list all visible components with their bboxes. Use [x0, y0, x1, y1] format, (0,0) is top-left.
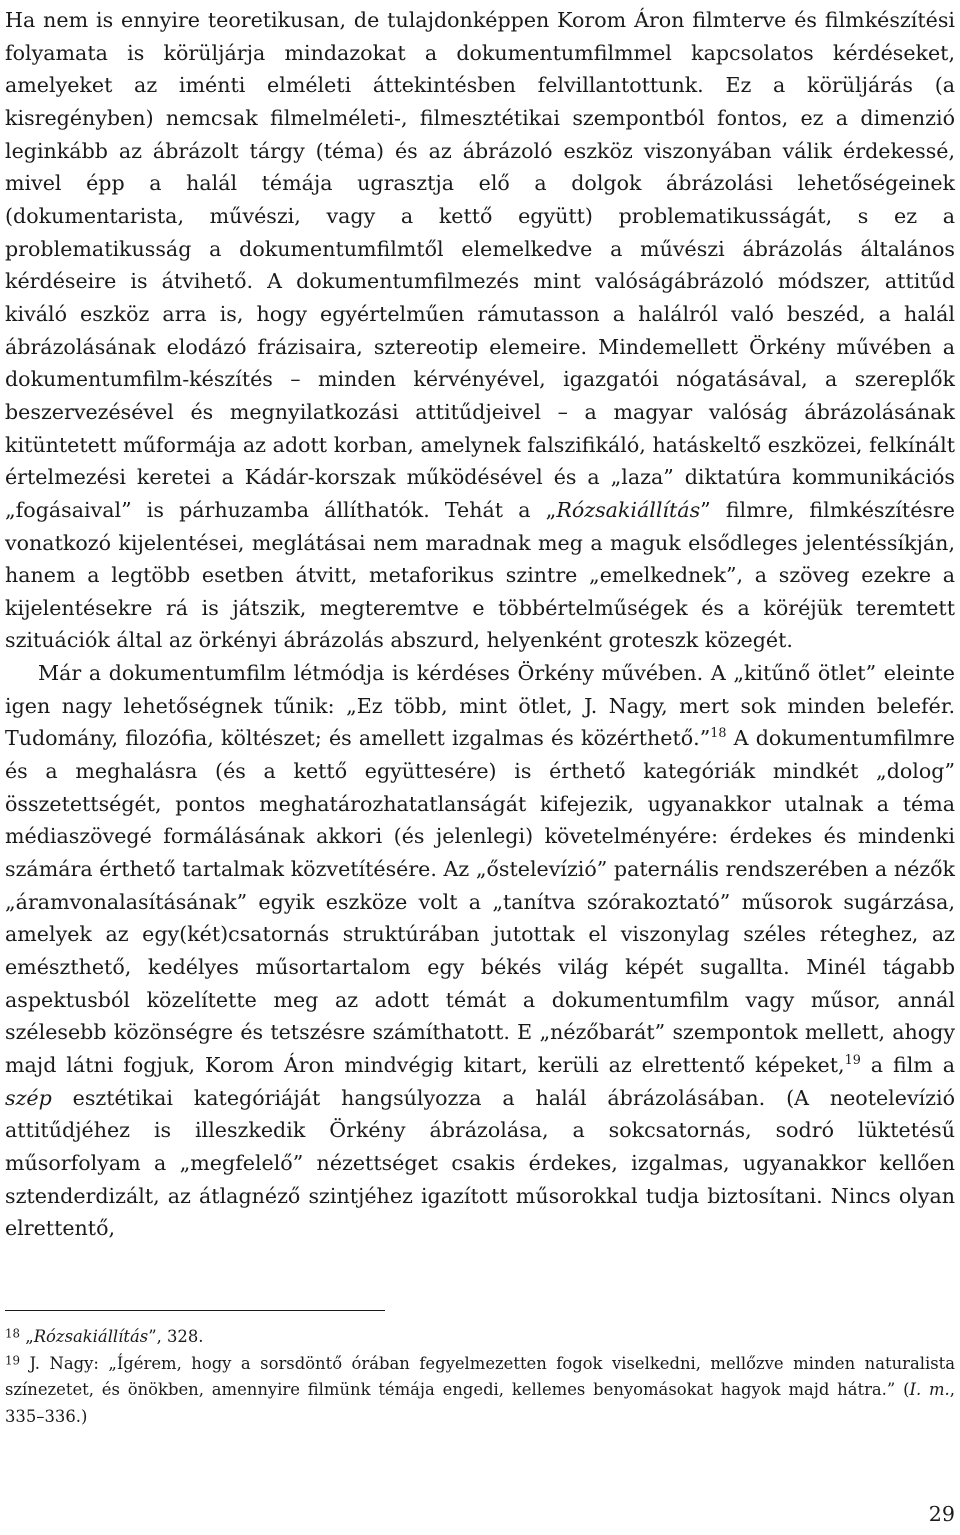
footnote-text: „ [20, 1327, 34, 1346]
footnote-18 [5, 1324, 955, 1351]
footnotes [5, 1324, 955, 1430]
paragraph-2-text-b: A dokumentumfilmre és a meghalásra (és a kettő együttesére) is érthető kategóriák mindkét „dolog” összetettségét, pontos meghatározhatatlanságát kifejezik, ugyanakkor utalnak a téma médiaszövegé formálásának akkori (és jelenlegi) követelményére: érdekes és mindenki számára érthető tartalmak közvetítésére. Az „őstelevízió” paternális rendszerében a nézők „áramvonalasításának” egyik eszköze volt a „tanítva szórakoztató” műsorok sugárzása, amelyek az egy(két)csatornás struktúrában jutottak el viszonylag széles réteghez, az emészthető, kedélyes műsortartalom egy békés világ képét sugallta. Minél tágabb aspektusból közelítette meg az adott témát a dokumentumfilm vagy műsor, annál szélesebb közönségre és tetszésre számíthatott. E „nézőbarát” szempontok mellett, ahogy majd látni fogjuk, Korom Áron mindvégig kitart, kerüli az elrettentő képeket, [5, 726, 955, 1077]
italic-word-szep: szép [5, 1085, 52, 1110]
footnote-number: 19 [5, 1353, 21, 1368]
paragraph-2-text-d: esztétikai kategóriáját hangsúlyozza a halál ábrázolásában. (A neotelevízió attitűdjéhez is illeszkedik Örkény ábrázolása, a sokcsatornás, sodró lüktetésű műsorfolyam a „megfelelő” nézettséget csakis érdekes, izgalmas, ugyanakkor kellően sztenderdizált, az átlagnéző szintjéhez igazított műsorokkal tudja biztosítani. Nincs olyan elrettentő, [5, 1085, 955, 1241]
paragraph-2-text-a: Már a dokumentumfilm létmódja is kérdéses Örkény művében. A „kitűnő ötlet” eleinte igen nagy lehetőségnek tűnik: „Ez több, mint ötlet, J. Nagy, mert sok minden belefér. Tudomány, filozófia, költészet; és amellett izgalmas és közérthető.” [5, 661, 955, 751]
footnote-ref-18[interactable]: 18 [710, 726, 727, 742]
footnote-divider [5, 1310, 385, 1311]
paragraph-2 [5, 657, 955, 1245]
footnote-italic: Rózsakiállítás [33, 1327, 149, 1346]
title-italic: Rózsakiállítás [556, 497, 701, 522]
paragraph-1-text-b: ” filmre, filmkészítésre vonatkozó kijelentései, meglátásai nem maradnak meg a maguk elsődleges jelentéssíkján, hanem a legtöbb esetben átvitt, metaforikus szintre „emelkednek”, a szöveg ezekre a kijelentésekre rá is játszik, megteremtve e többértelműségek és a köréjük teremtett szituációk által az örkényi ábrázolás abszurd, helyenként groteszk közegét. [5, 497, 955, 653]
footnote-text: ”, 328. [148, 1327, 204, 1346]
paragraph-1 [5, 4, 955, 657]
page-number: 29 [928, 1502, 955, 1526]
footnote-text: J. Nagy: „Ígérem, hogy a sorsdöntő órában fegyelmezetten fogok viselkedni, mellőzve minden naturalista színezetet, és önökben, amennyire filmünk témája engedi, kellemes benyomásokat hagyok majd hátra.” ( [5, 1353, 955, 1399]
footnote-text: , 335–336.) [5, 1380, 955, 1426]
paragraph-2-text-c: a film a [860, 1053, 956, 1077]
paragraph-1-text-a: Ha nem is ennyire teoretikusan, de tulajdonképpen Korom Áron filmterve és filmkészítési folyamata is körüljárja mindazokat a dokumentumfilmmel kapcsolatos kérdéseket, amelyeket az iménti elméleti áttekintésben felvillantottunk. Ez a körüljárás (a kisregényben) nemcsak filmelméleti-, filmesztétikai szempontból fontos, ez a dimenzió leginkább az ábrázolt tárgy (téma) és az ábrázoló eszköz viszonyában válik érdekessé, mivel épp a halál témája ugrasztja elő a dolgok ábrázolási lehetőségeinek (dokumentarista, művészi, vagy a kettő együtt) problematikusságát, s ez a problematikusság a dokumentumfilmtől elemelkedve a művészi ábrázolás általános kérdéseire is átvihető. A dokumentumfilmezés mint valóságábrázoló módszer, attitűd kiváló eszköz arra is, hogy egyértelműen rámutasson a halálról való beszéd, a halál ábrázolásának elodázó frázisaira, sztereotip elemeire. Mindemellett Örkény művében a dokumentumfilm-készítés – minden kérvényével, igazgatói nógatásával, a szereplők beszervezésével és megnyilatkozási attitűdjeivel – a magyar valóság ábrázolásának kitüntetett műformája az adott korban, amelynek falszifikáló, hatáskeltő eszközei, felkínált értelmezési keretei a Kádár-korszak működésével és a „laza” diktatúra kommunikációs „fogásaival” is párhuzamba állíthatók. Tehát a „ [5, 8, 955, 522]
footnote-italic: I. m. [909, 1380, 950, 1399]
body-text [5, 4, 955, 1245]
footnote-19 [5, 1351, 955, 1431]
footnote-ref-19[interactable]: 19 [844, 1053, 861, 1069]
footnote-number: 18 [5, 1326, 21, 1341]
